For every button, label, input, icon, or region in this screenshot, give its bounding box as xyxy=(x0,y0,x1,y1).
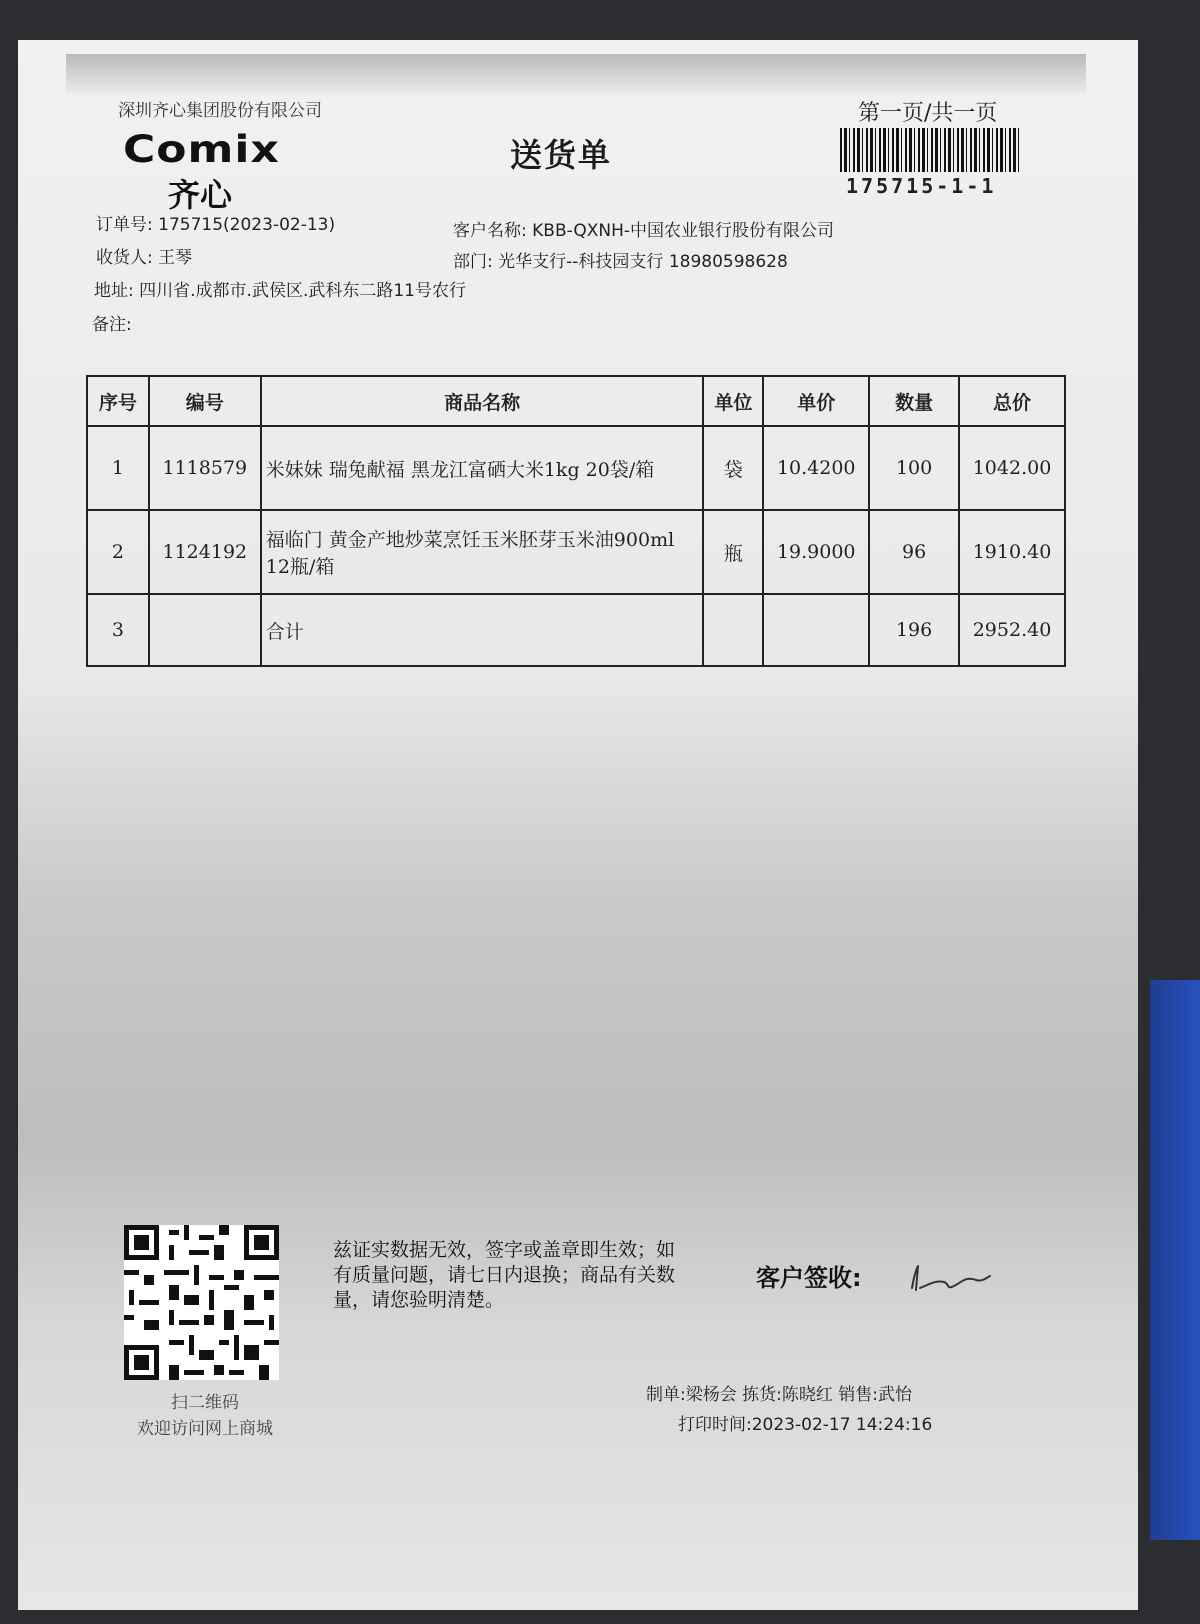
cell-total: 2952.40 xyxy=(959,594,1065,666)
header-quantity: 数量 xyxy=(869,376,959,426)
header-code: 编号 xyxy=(149,376,261,426)
qr-caption-line-2: 欢迎访问网上商城 xyxy=(137,1419,273,1439)
cell-quantity: 100 xyxy=(869,426,959,510)
print-band xyxy=(66,54,1086,94)
address-value: 四川省.成都市.武侯区.武科东二路11号农行 xyxy=(139,281,466,301)
cell-product-name xyxy=(261,594,704,666)
qr-caption-line-1: 扫二维码 xyxy=(171,1393,239,1413)
document-title: 送货单 xyxy=(510,136,613,174)
page-info: 第一页/共一页 xyxy=(858,101,998,126)
cell-code: 1118579 xyxy=(149,426,261,510)
consignee-value: 王琴 xyxy=(158,248,193,268)
barcode-icon xyxy=(840,128,1022,172)
cell-no: 3 xyxy=(87,594,149,666)
customer-name xyxy=(453,216,834,241)
order-value: 175715(2023-02-13) xyxy=(158,215,336,235)
table-row xyxy=(87,426,1065,510)
qr-caption xyxy=(110,1390,300,1442)
cell-code xyxy=(149,594,261,666)
background-cloth xyxy=(1150,980,1200,1540)
comix-logo-chinese: 齐心 xyxy=(168,176,233,214)
cell-total: 1910.40 xyxy=(959,510,1065,594)
staff-line: 制单:梁杨会 拣货:陈晓红 销售:武怡 xyxy=(646,1385,912,1405)
header-total: 总价 xyxy=(959,376,1065,426)
cell-quantity: 96 xyxy=(869,510,959,594)
cell-quantity: 196 xyxy=(869,594,959,666)
cell-unit: 瓶 xyxy=(703,510,763,594)
header-unit-price: 单价 xyxy=(763,376,869,426)
product-name-line-2: 12瓶/箱 xyxy=(265,556,335,578)
table-row xyxy=(87,510,1065,594)
customer-value: KBB-QXNH-中国农业银行股份有限公司 xyxy=(532,221,835,241)
barcode-number: 175715-1-1 xyxy=(846,174,997,198)
cell-code: 1124192 xyxy=(149,510,261,594)
product-name-line: 米妹妹 瑞兔献福 黑龙江富硒大米1kg 20袋/箱 xyxy=(265,458,655,481)
table-header-row xyxy=(87,376,1065,426)
header-no: 序号 xyxy=(87,376,149,426)
notice-text: 兹证实数据无效，签字或盖章即生效；如有质量问题，请七日内退换；商品有关数量，请您验明清楚。 xyxy=(333,1239,676,1311)
address-label: 地址: xyxy=(94,281,134,301)
remark-label: 备注: xyxy=(92,315,132,335)
header-unit: 单位 xyxy=(703,376,763,426)
items-table xyxy=(86,375,1066,667)
order-label: 订单号: xyxy=(96,215,153,235)
cell-product-name xyxy=(261,510,704,594)
consignee-label: 收货人: xyxy=(96,248,153,268)
cell-unit-price: 10.4200 xyxy=(763,426,869,510)
cell-total: 1042.00 xyxy=(959,426,1065,510)
cell-unit-price: 19.9000 xyxy=(763,510,869,594)
company-name: 深圳齐心集团股份有限公司 xyxy=(118,101,322,121)
header-product-name: 商品名称 xyxy=(261,376,704,426)
department-value: 光华支行--科技园支行 18980598628 xyxy=(498,252,788,272)
delivery-note-paper xyxy=(18,40,1138,1610)
cell-unit xyxy=(703,594,763,666)
total-label: 合计 xyxy=(265,620,304,643)
cell-no: 1 xyxy=(87,426,149,510)
customer-signature-label: 客户签收: xyxy=(756,1264,862,1292)
cell-no: 2 xyxy=(87,510,149,594)
comix-logo: Comix xyxy=(123,128,280,172)
consignee xyxy=(96,243,192,268)
handwritten-signature xyxy=(906,1258,996,1302)
department xyxy=(453,247,788,272)
table-row-total xyxy=(87,594,1065,666)
qr-code-icon[interactable] xyxy=(124,1225,279,1380)
product-name-line: 福临门 黄金产地炒菜烹饪玉米胚芽玉米油900ml xyxy=(265,529,675,551)
cell-unit-price xyxy=(763,594,869,666)
customer-label: 客户名称: xyxy=(453,221,527,241)
department-label: 部门: xyxy=(453,252,493,272)
print-time: 打印时间:2023-02-17 14:24:16 xyxy=(678,1415,933,1435)
cell-unit: 袋 xyxy=(703,426,763,510)
cell-product-name xyxy=(261,426,704,510)
order-number xyxy=(96,210,335,235)
address xyxy=(94,276,466,301)
